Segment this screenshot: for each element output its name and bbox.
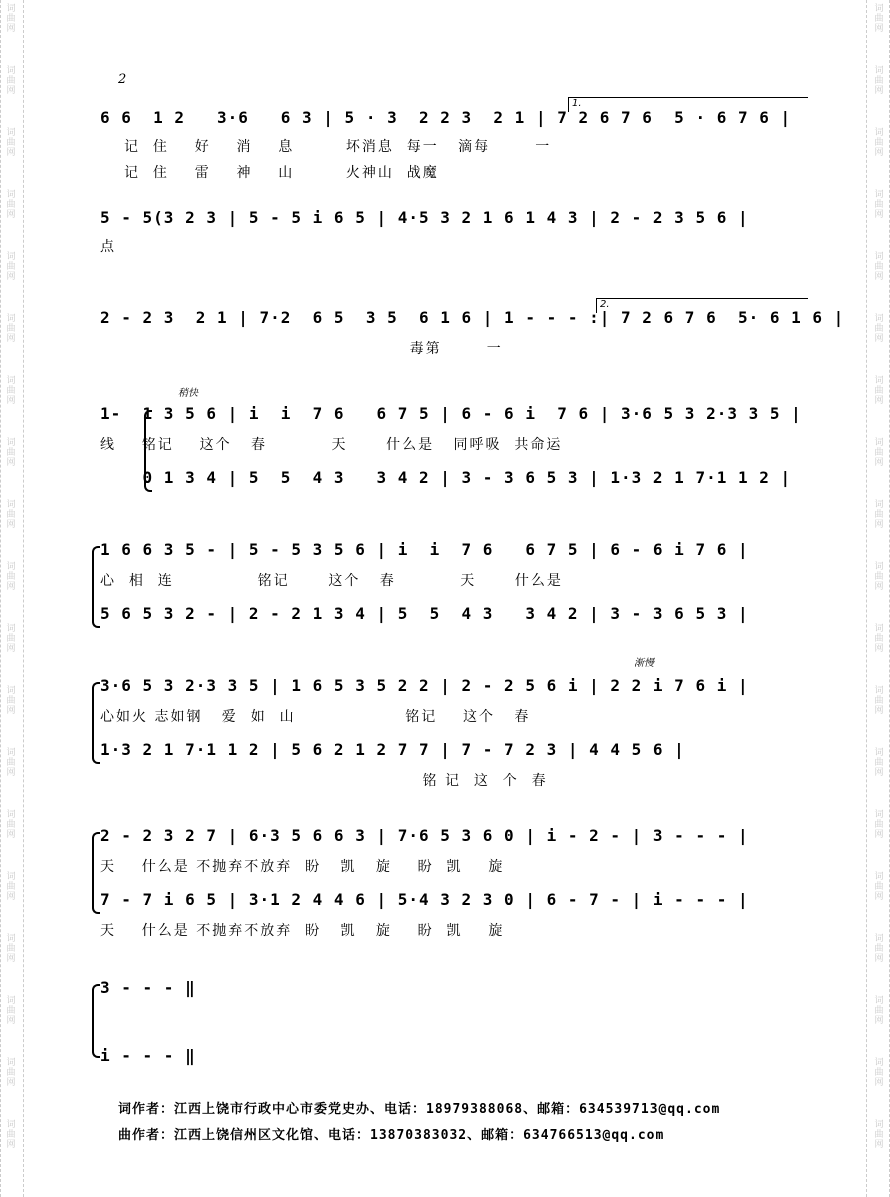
watermark-text: 词曲网 [874, 376, 884, 406]
watermark-text: 词曲网 [6, 252, 16, 282]
watermark-text: 词曲网 [874, 562, 884, 592]
score-system-4 [100, 404, 806, 494]
notes-line: 3 - - - ‖ [100, 978, 196, 997]
watermark-text: 词曲网 [6, 128, 16, 158]
notes-line: 7 - 7 i 6 5 | 3·1 2 4 4 6 | 5·4 3 2 3 0 | 6 - 7 - | i - - - | [100, 890, 749, 909]
lyrics-line: 心 相 连 铭记 这个 春 天 什么是 [100, 573, 563, 589]
notes-line: 0 1 3 4 | 5 5 4 3 3 4 2 | 3 - 3 6 5 3 | 1·3 2 1 7·1 1 2 | [100, 468, 792, 487]
watermark-text: 词曲网 [6, 66, 16, 96]
notes-line: 5 - 5(3 2 3 | 5 - 5 i 6 5 | 4·5 3 2 1 6 1 4 3 | 2 - 2 3 5 6 | [100, 208, 749, 227]
watermark-text: 词曲网 [6, 500, 16, 530]
lyrics-line: 铭 记 这 个 春 [100, 773, 548, 789]
staff-brace [92, 682, 100, 764]
staff-brace [92, 984, 100, 1058]
watermark-text: 词曲网 [6, 996, 16, 1026]
watermark-text: 词曲网 [874, 190, 884, 220]
watermark-text: 词曲网 [874, 66, 884, 96]
score-system-1 [100, 108, 806, 181]
watermark-text: 词曲网 [6, 686, 16, 716]
watermark-text: 词曲网 [874, 128, 884, 158]
notes-line: i - - - ‖ [100, 1046, 196, 1065]
staff-brace [92, 832, 100, 914]
tempo-mark-fast: 稍快 [178, 388, 198, 399]
score-system-7 [100, 826, 806, 946]
lyrics-line: 记 住 雷 神 山 火神山 战魔 [124, 165, 439, 181]
watermark-text: 词曲网 [6, 314, 16, 344]
notes-line: 1 6 6 3 5 - | 5 - 5 3 5 6 | i i 7 6 6 7 5 | 6 - 6 i 7 6 | [100, 540, 749, 559]
notes-line: 2 - 2 3 2 1 | 7·2 6 5 3 5 6 1 6 | 1 - - - :| 7 2 6 7 6 5· 6 1 6 | [100, 308, 845, 327]
watermark-text: 词曲网 [874, 934, 884, 964]
watermark-text: 词曲网 [874, 1120, 884, 1150]
watermark-text: 词曲网 [6, 1058, 16, 1088]
watermark-text: 词曲网 [874, 252, 884, 282]
watermark-text: 词曲网 [874, 624, 884, 654]
score-system-6 [100, 676, 806, 796]
watermark-text: 词曲网 [6, 624, 16, 654]
lyrics-line: 点 [100, 239, 116, 255]
notes-line: 6 6 1 2 3·6 6 3 | 5 · 3 2 2 3 2 1 | 7 2 6 7 6 5 · 6 7 6 | [100, 108, 792, 127]
composer-credit: 曲作者：江西上饶信州区文化馆、电话：13870383032、邮箱：634766513@qq.com [118, 1128, 665, 1143]
lyrics-line: 毒第 一 [100, 341, 503, 357]
lyrics-line: 天 什么是 不抛弃不放弃 盼 凯 旋 盼 凯 旋 [100, 859, 505, 875]
second-ending-bracket: 2. [596, 298, 808, 313]
watermark-text: 词曲网 [874, 810, 884, 840]
watermark-text: 词曲网 [6, 376, 16, 406]
score-system-2 [100, 208, 806, 258]
watermark-text: 词曲网 [874, 314, 884, 344]
page-number: 2 [118, 72, 127, 87]
lyrics-line: 记 住 好 消 息 坏消息 每一 滴每 一 [124, 139, 552, 155]
watermark-text: 词曲网 [874, 1058, 884, 1088]
notes-line: 1·3 2 1 7·1 1 2 | 5 6 2 1 2 7 7 | 7 - 7 2 3 | 4 4 5 6 | [100, 740, 685, 759]
watermark-text: 词曲网 [6, 872, 16, 902]
watermark-text: 词曲网 [6, 748, 16, 778]
notes-line: 5 6 5 3 2 - | 2 - 2 1 3 4 | 5 5 4 3 3 4 2 | 3 - 3 6 5 3 | [100, 604, 749, 623]
first-ending-bracket: 1. [568, 97, 808, 112]
tempo-mark-slow: 渐慢 [634, 658, 654, 669]
lyricist-credit: 词作者：江西上饶市行政中心市委党史办、电话：18979388068、邮箱：634539713@qq.com [118, 1102, 721, 1117]
watermark-text: 词曲网 [6, 190, 16, 220]
watermark-text: 词曲网 [6, 562, 16, 592]
notes-line: 3·6 5 3 2·3 3 5 | 1 6 5 3 5 2 2 | 2 - 2 5 6 i | 2 2 i 7 6 i | [100, 676, 749, 695]
watermark-text: 词曲网 [874, 438, 884, 468]
watermark-text: 词曲网 [874, 500, 884, 530]
watermark-text: 词曲网 [874, 4, 884, 34]
notes-line: 1- 1 3 5 6 | i i 7 6 6 7 5 | 6 - 6 i 7 6 | 3·6 5 3 2·3 3 5 | [100, 404, 802, 423]
score-system-5 [100, 540, 806, 630]
lyrics-line: 天 什么是 不抛弃不放弃 盼 凯 旋 盼 凯 旋 [100, 923, 505, 939]
watermark-text: 词曲网 [874, 748, 884, 778]
score-system-3 [100, 308, 845, 358]
staff-brace [92, 546, 100, 628]
watermark-text: 词曲网 [6, 1120, 16, 1150]
watermark-text: 词曲网 [874, 996, 884, 1026]
watermark-text: 词曲网 [6, 810, 16, 840]
lyrics-line: 心如火 志如钢 爱 如 山 铭记 这个 春 [100, 709, 531, 725]
watermark-text: 词曲网 [6, 438, 16, 468]
score-system-8 [100, 978, 806, 1068]
watermark-text: 词曲网 [874, 872, 884, 902]
watermark-text: 词曲网 [874, 686, 884, 716]
watermark-text: 词曲网 [6, 4, 16, 34]
lyrics-line: 线 铭记 这个 春 天 什么是 同呼吸 共命运 [100, 437, 563, 453]
watermark-text: 词曲网 [6, 934, 16, 964]
notes-line: 2 - 2 3 2 7 | 6·3 5 6 6 3 | 7·6 5 3 6 0 | i - 2 - | 3 - - - | [100, 826, 749, 845]
